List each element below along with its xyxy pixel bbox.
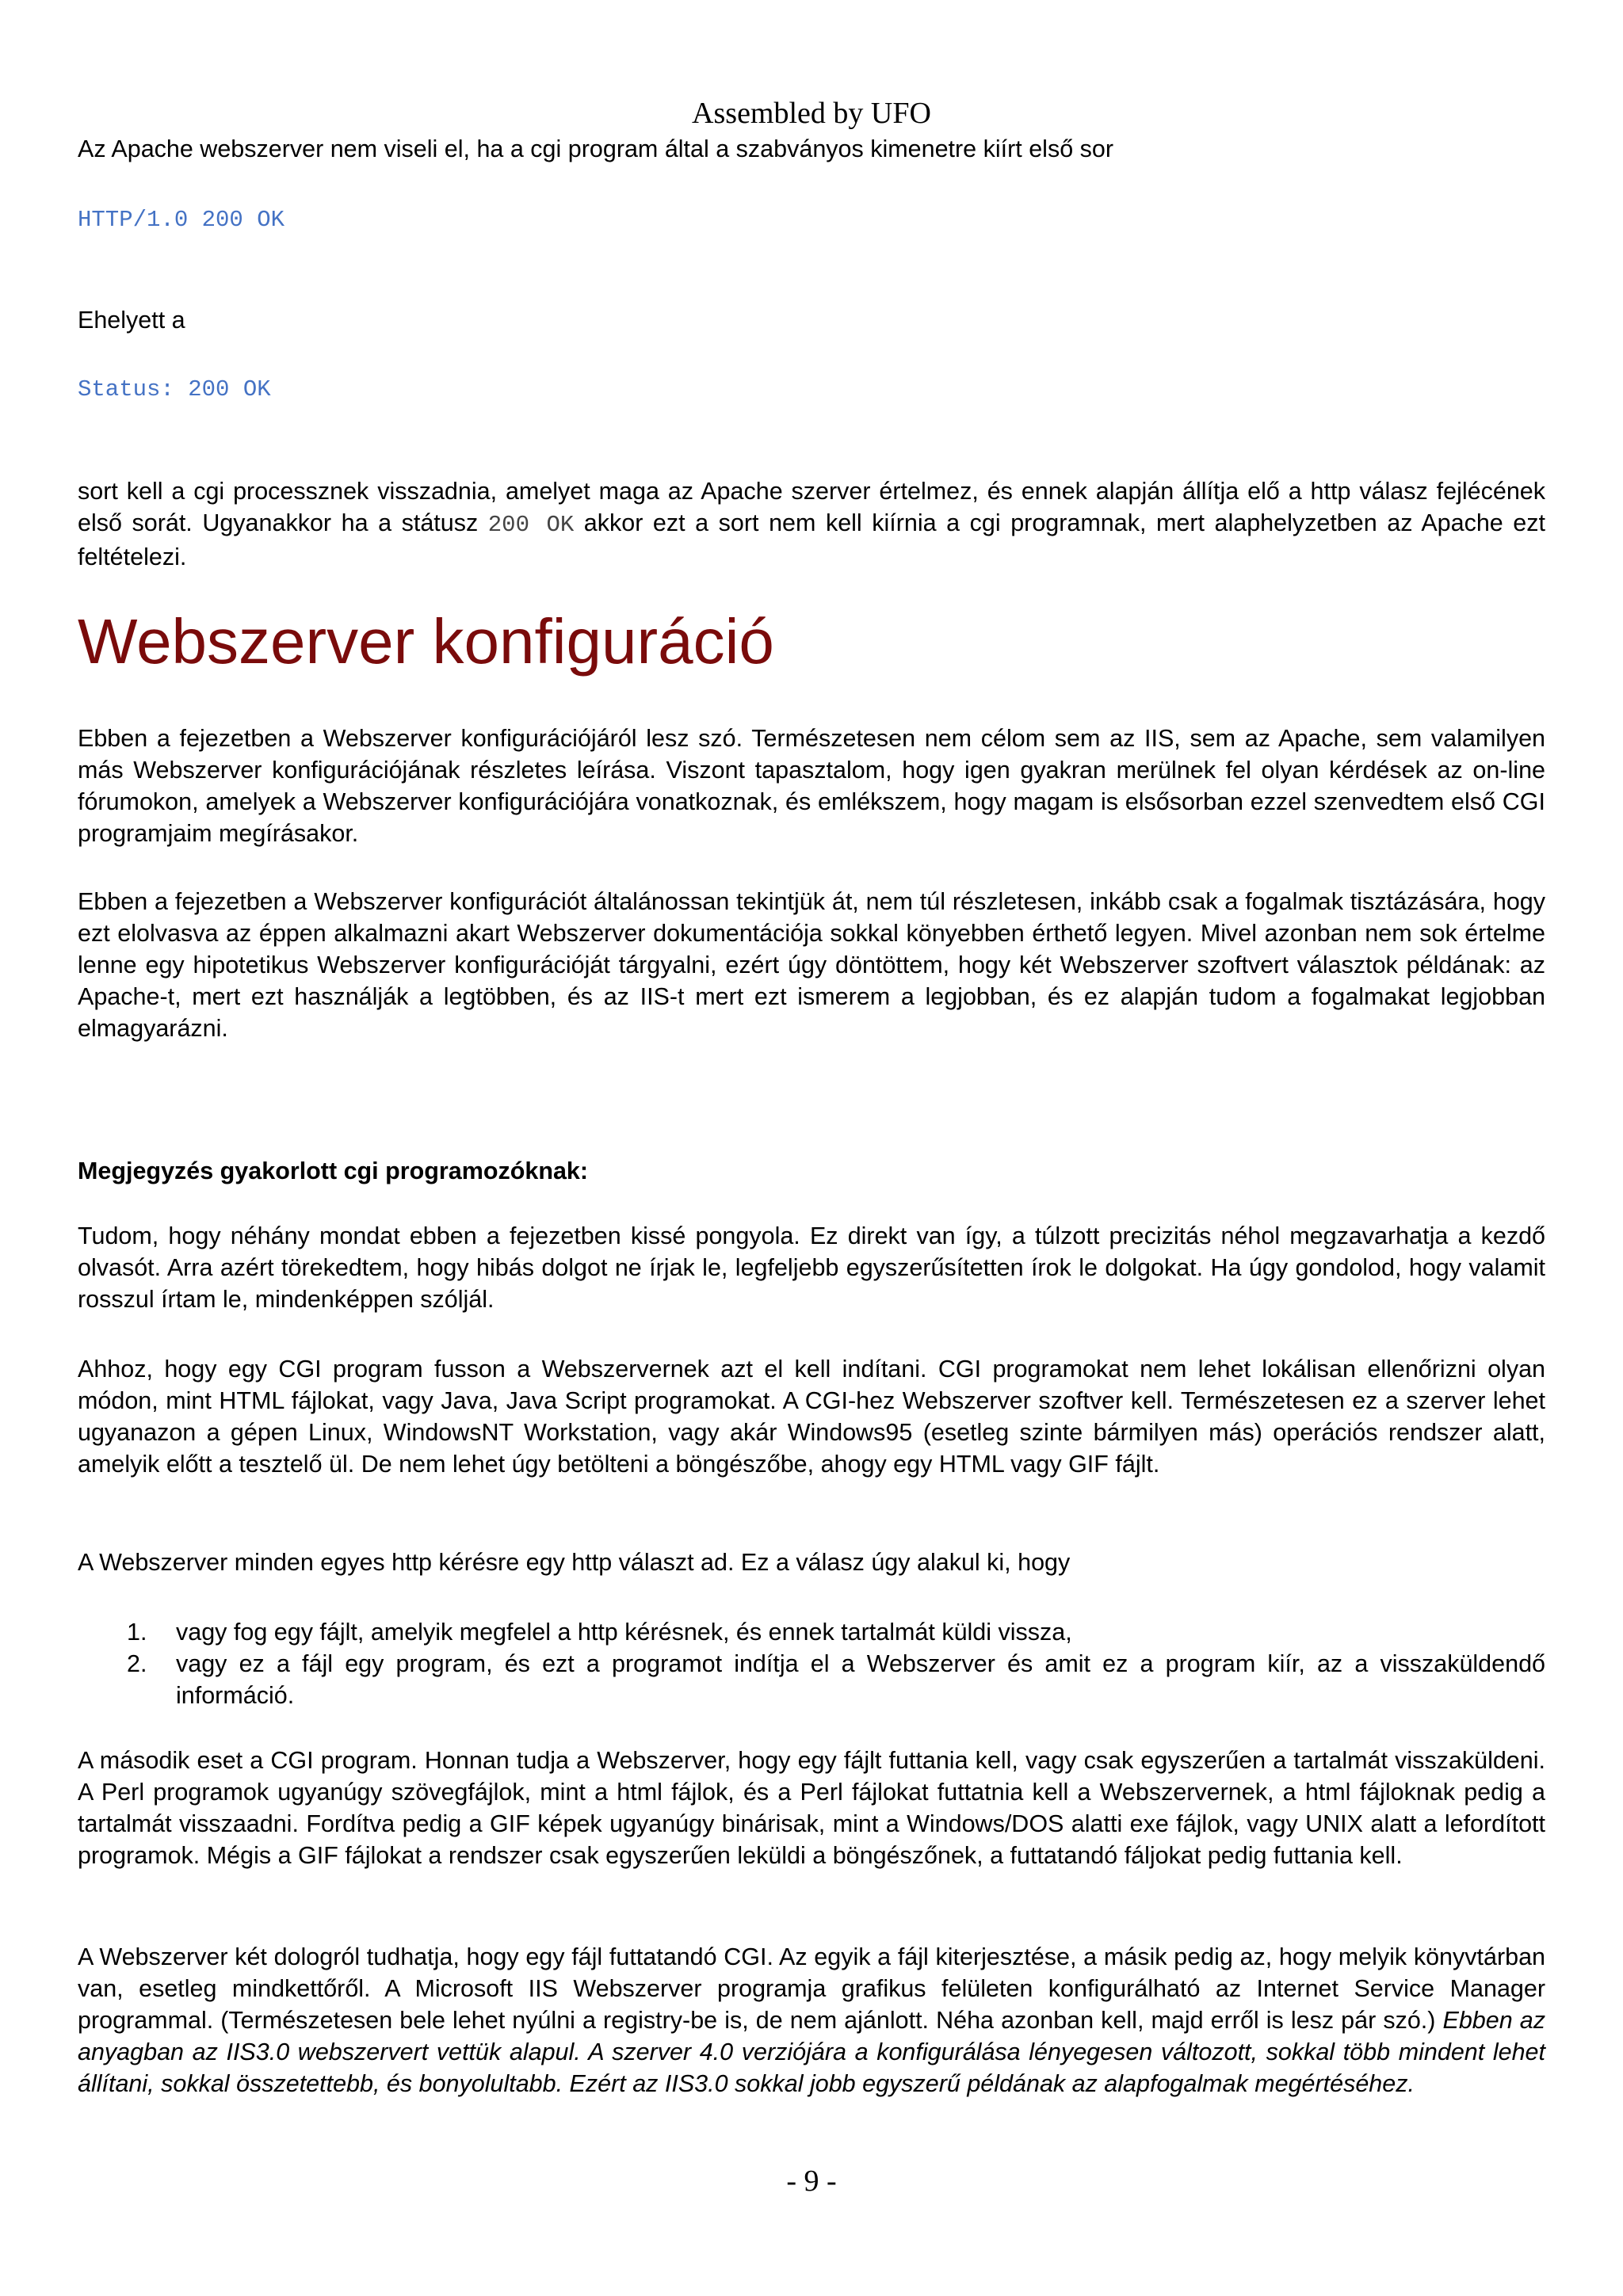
intro-paragraph-part1: sort kell a cgi processznek visszadnia, amelyet maga az Apache szerver értelmez, és ennek alapján állítja elő a http válasz fejlécének első sorát. Ugyanakkor ha a státusz [78,478,1545,536]
list-item-text: vagy fog egy fájlt, amelyik megfelel a http kérésnek, és ennek tartalmát küldi vissza, [176,1619,1072,1646]
page-number: - 9 - [786,2164,837,2198]
list-item [78,1648,1545,1711]
code-status-header: Status: 200 OK [78,376,271,402]
paragraph-2: Ebben a fejezetben a Webszerver konfigurációt általánossan tekintjük át, nem túl részletesen, inkább csak a fogalmak tisztázására, hogy ezt elolvasva az éppen alkalmazni akart Webszerver dokumentációja sokkal könyebben érthető legyen. Mivel azonban nem sok értelme lenne egy hipotetikus Webszerver konfigurációját tárgyalni, ezért úgy döntöttem, hogy két Webszerver szoftvert választok példának: az Apache-t, mert ezt használják a legtöbben, és az IIS-t mert ezt ismerem a legjobban, és ez alapján tudom a fogalmakat legjobban elmagyarázni. [78,888,1545,1042]
instead-text: Ehelyett a [78,307,185,334]
list-item-number: 1. [127,1619,147,1646]
intro-paragraph-part2: akkor ezt a sort nem kell kiírnia a cgi programnak, mert alaphelyzetben az Apache ezt feltételezi. [78,509,1545,570]
section-title: Webszerver konfiguráció [78,606,774,677]
paragraph-5: A Webszerver minden egyes http kérésre egy http választ ad. Ez a válasz úgy alakul ki, hogy [78,1549,1071,1576]
paragraph-3: Tudom, hogy néhány mondat ebben a fejezetben kissé pongyola. Ez direkt van így, a túlzott precizitás néhol megzavarhatja a kezdő olvasót. Arra azért törekedtem, hogy hibás dolgot ne írjak le, legfeljebb egyszerűsítetten írok le dolgokat. Ha úgy gondolod, hogy valamit rosszul írtam le, mindenképpen szóljál. [78,1222,1545,1313]
list-item [78,1616,1545,1648]
list-item-number: 2. [127,1650,147,1677]
page-header: Assembled by UFO [692,97,931,130]
list-item-text: vagy ez a fájl egy program, és ezt a programot indítja el a Webszerver és amit ez a program kiír, az a visszaküldendő információ. [176,1650,1545,1709]
code-http-status-line: HTTP/1.0 200 OK [78,207,285,233]
intro-paragraph [78,475,1545,573]
numbered-list [78,1616,1545,1711]
note-heading: Megjegyzés gyakorlott cgi programozóknak: [78,1158,589,1184]
paragraph-6: A második eset a CGI program. Honnan tudja a Webszerver, hogy egy fájlt futtania kell, vagy csak egyszerűen a tartalmát visszaküldeni. A Perl programok ugyanúgy szövegfájlok, mint a html fájlok, és a Perl fájlokat futtatnia kell a Webszervernek, a html fájloknak pedig a tartalmát visszaadni. Fordítva pedig a GIF képek ugyanúgy binárisak, mint a Windows/DOS alatti exe fájlok, vagy UNIX alatt a lefordított programok. Mégis a GIF fájlokat a rendszer csak egyszerűen leküldi a böngészőnek, a futtatandó fáljokat pedig futtania kell. [78,1747,1545,1869]
inline-code-200-ok: 200 OK [487,512,575,538]
paragraph-7-italic: Ebben az anyagban az IIS3.0 webszervert vettük alapul. A szerver 4.0 verziójára a konfigurálása lényegesen változott, sokkal több mindent lehet állítani, sokkal összetettebb, és bonyolultabb. Ezért az IIS3.0 sokkal jobb egyszerű példának az alapfogalmak megértéséhez. [78,2007,1545,2097]
paragraph-1: Ebben a fejezetben a Webszerver konfigurációjáról lesz szó. Természetesen nem célom sem az IIS, sem az Apache, sem valamilyen más Webszerver konfigurációjának részletes leírása. Viszont tapasztalom, hogy igen gyakran merülnek fel olyan kérdések az on-line fórumokon, amelyek a Webszerver konfigurációjára vonatkoznak, és emlékszem, hogy magam is elsősorban ezzel szenvedtem első CGI programjaim megírásakor. [78,725,1545,847]
intro-line: Az Apache webszerver nem viseli el, ha a cgi program által a szabványos kimenetre kiírt első sor [78,135,1114,162]
paragraph-4: Ahhoz, hogy egy CGI program fusson a Webszervernek azt el kell indítani. CGI programokat nem lehet lokálisan ellenőrizni olyan módon, mint HTML fájlokat, vagy Java, Java Script programokat. A CGI-hez Webszerver szoftver kell. Természetesen ez a szerver lehet ugyanazon a gépen Linux, WindowsNT Workstation, vagy akár Windows95 (esetleg szinte bármilyen más) operációs rendszer alatt, amelyik előtt a tesztelő ül. De nem lehet úgy betölteni a böngészőbe, ahogy egy HTML vagy GIF fájlt. [78,1356,1545,1478]
paragraph-7 [78,1941,1545,2100]
paragraph-7-text: A Webszerver két dologról tudhatja, hogy egy fájl futtatandó CGI. Az egyik a fájl kiterjesztése, a másik pedig az, hogy melyik könyvtárban van, esetleg mindkettőről. A Microsoft IIS Webszerver programja grafikus felületen konfigurálható az Internet Service Manager programmal. (Természetesen bele lehet nyúlni a registry-be is, de nem ajánlott. Néha azonban kell, majd erről is lesz pár szó.) [78,1943,1545,2034]
